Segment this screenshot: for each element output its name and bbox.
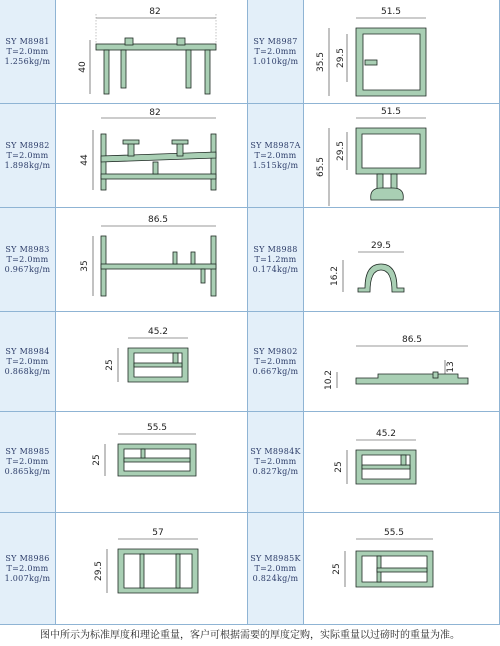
profile-thickness: T=2.0mm [6, 46, 49, 56]
profile-thickness: T=2.0mm [254, 46, 297, 56]
dim-label: 13 [446, 361, 456, 373]
sash-profile-icon [303, 513, 499, 624]
profile-weight: 1.515kg/m [252, 160, 299, 170]
dim-label: 29.5 [370, 241, 392, 251]
profile-drawing [55, 312, 248, 411]
profile-code: SY M8984K [250, 447, 301, 456]
profile-thickness: T=2.0mm [254, 457, 297, 466]
profile-drawing [303, 312, 500, 411]
profile-thickness: T=2.0mm [6, 356, 49, 366]
profile-spec-label [0, 0, 56, 103]
profile-weight: 1.256kg/m [4, 56, 51, 66]
profile-code: SY M8983 [5, 244, 50, 254]
bulb-profile-icon [303, 104, 499, 207]
profile-code: SY M8985K [250, 553, 301, 563]
profile-drawing [303, 104, 500, 207]
profile-code: SY M8984 [5, 346, 50, 356]
profile-spec-label [0, 412, 56, 512]
profile-drawing [303, 0, 500, 103]
profile-code: SY M8988 [253, 244, 298, 254]
dim-label: 29.5 [336, 140, 346, 162]
profile-spec-label [248, 104, 304, 207]
dim-label: 25 [332, 563, 342, 575]
profile-thickness: T=2.0mm [254, 356, 297, 366]
dim-label: 86.5 [147, 215, 169, 225]
profile-weight: 1.007kg/m [4, 573, 51, 583]
dim-label: 40 [78, 61, 88, 73]
profile-weight: 0.174kg/m [252, 264, 299, 274]
dim-label: 10.2 [324, 369, 334, 391]
profile-weight: 1.010kg/m [252, 56, 299, 66]
profile-thickness: T=2.0mm [6, 563, 49, 573]
profile-code: SY M8982 [5, 140, 50, 150]
profile-weight: 0.868kg/m [4, 366, 51, 376]
profile-drawing [55, 412, 248, 512]
dim-label: 65.5 [316, 156, 326, 178]
profile-thickness: T=1.2mm [254, 254, 297, 264]
sash-profile-icon [55, 412, 247, 512]
profile-drawing [55, 513, 248, 624]
dim-label: 29.5 [94, 560, 104, 582]
dim-label: 45.2 [375, 429, 397, 439]
sash-profile-icon [303, 412, 499, 512]
profile-drawing [55, 0, 248, 103]
catalog-footnote: 图中所示为标准厚度和理论重量，客户可根据需要的厚度定购，实际重量以过磅时的重量为准。 [40, 630, 460, 641]
double-rail-profile-icon [55, 104, 247, 207]
box-profile-icon [303, 0, 499, 103]
profile-spec-label [0, 208, 56, 311]
profile-weight: 0.667kg/m [252, 366, 299, 376]
profile-spec-label [248, 208, 304, 311]
profile-drawing [55, 208, 248, 311]
dim-label: 55.5 [146, 423, 168, 433]
profile-weight: 1.898kg/m [4, 160, 51, 170]
sash-profile-icon [55, 312, 247, 411]
profile-spec-label [248, 0, 304, 103]
profile-spec-label [0, 513, 56, 624]
profile-code: SY M8987 [253, 36, 298, 46]
catalog-row [0, 0, 500, 104]
catalog-row [0, 208, 500, 312]
profile-spec-label [248, 412, 304, 512]
dim-label: 29.5 [336, 47, 346, 69]
sash-profile-icon [55, 513, 247, 624]
dim-label: 16.2 [330, 265, 340, 287]
profile-code: SY M8986 [5, 553, 50, 563]
h-profile-icon [55, 208, 247, 311]
profile-drawing [55, 104, 248, 207]
dim-label: 55.5 [383, 528, 405, 538]
dim-label: 44 [80, 154, 90, 166]
profile-drawing [303, 412, 500, 512]
profile-spec-label [0, 312, 56, 411]
profile-code: SY M8987A [250, 140, 301, 150]
profile-code: SY M9802 [253, 346, 298, 356]
catalog-row [0, 513, 500, 625]
profile-thickness: T=2.0mm [6, 457, 49, 466]
profile-thickness: T=2.0mm [6, 254, 49, 264]
dim-label: 25 [92, 454, 102, 466]
dim-label: 51.5 [380, 7, 402, 17]
dim-label: 35.5 [316, 51, 326, 73]
catalog-row [0, 412, 500, 513]
dim-label: 86.5 [401, 335, 423, 345]
dim-label: 51.5 [380, 107, 402, 117]
profile-spec-label [0, 104, 56, 207]
dim-label: 82 [149, 7, 161, 17]
profile-weight: 0.967kg/m [4, 264, 51, 274]
profile-code: SY M8985 [5, 447, 50, 456]
catalog-row [0, 312, 500, 412]
profile-code: SY M8981 [5, 36, 50, 46]
dim-label: 45.2 [147, 327, 169, 337]
profile-thickness: T=2.0mm [254, 150, 297, 160]
arch-profile-icon [303, 208, 499, 311]
profile-weight: 0.827kg/m [252, 467, 299, 476]
profile-thickness: T=2.0mm [6, 150, 49, 160]
profile-thickness: T=2.0mm [254, 563, 297, 573]
profile-weight: 0.824kg/m [252, 573, 299, 583]
profile-spec-label [248, 312, 304, 411]
profile-drawing [303, 208, 500, 311]
profile-drawing [303, 513, 500, 624]
dim-label: 25 [105, 359, 115, 371]
dim-label: 82 [149, 108, 161, 118]
profile-weight: 0.865kg/m [4, 467, 51, 476]
dim-label: 57 [152, 528, 164, 538]
dim-label: 25 [334, 461, 344, 473]
dim-label: 35 [80, 260, 90, 272]
catalog-row [0, 104, 500, 208]
flat-profile-icon [303, 312, 499, 411]
profile-spec-label [248, 513, 304, 624]
double-rail-profile-icon [55, 0, 247, 103]
